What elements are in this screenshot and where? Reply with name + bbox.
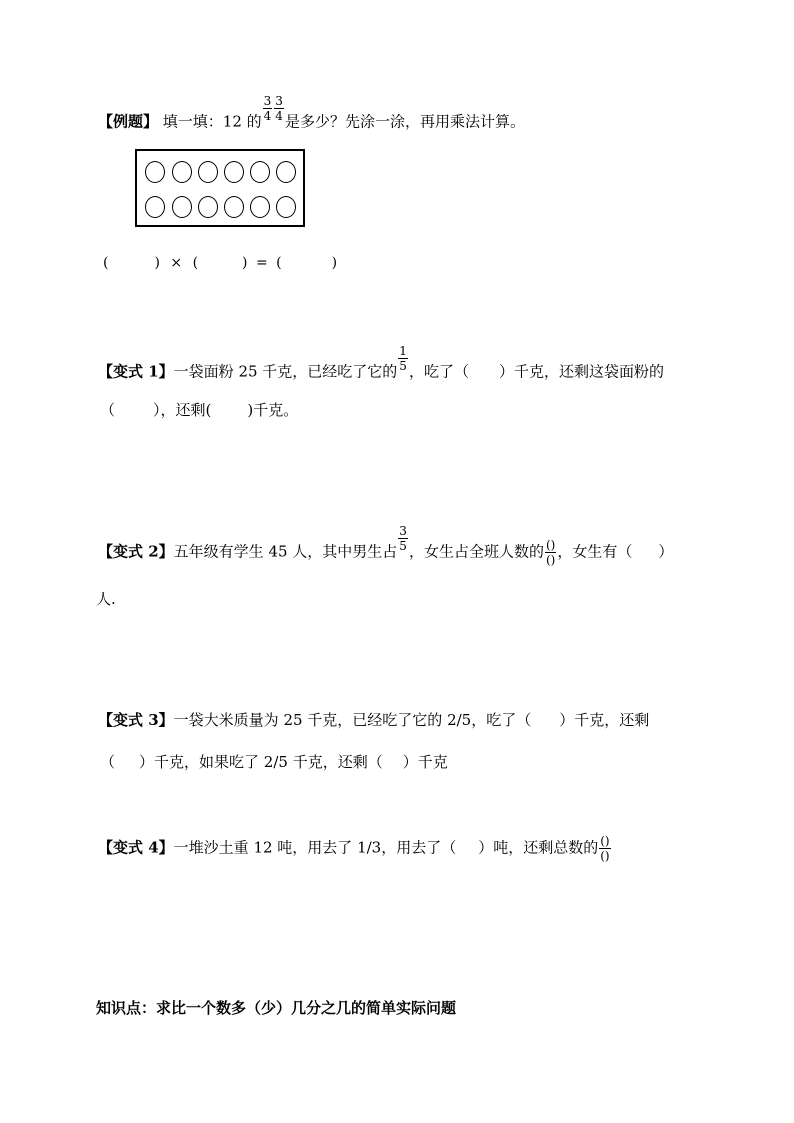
circle-shape[interactable] <box>224 161 244 183</box>
fraction-blank[interactable]: $\frac{()}{()}$ <box>545 538 556 567</box>
variant-3-label: 【变式 3】 <box>98 711 174 729</box>
multiplication-formula: ( ) × ( ) = ( ) <box>103 255 338 271</box>
circle-shape[interactable] <box>172 196 192 218</box>
example-text2: 是多少？先涂一涂，再用乘法计算。 <box>284 112 525 131</box>
circle-grid-box <box>135 149 305 227</box>
variant-1-line1: 【变式 1】一袋面粉 25 千克，已经吃了它的 $\frac{1}{5}$ ，吃了（ ）千克，还剩这袋面粉的 <box>98 344 664 381</box>
variant-2-line1: 【变式 2】五年级有学生 45 人，其中男生占 $\frac{3}{5}$ ，女生占全班人数的 $\frac{()}{()}$ ，女生有（ ） <box>98 524 674 567</box>
knowledge-label: 知识点： <box>96 999 157 1017</box>
fraction-blank[interactable]: $\frac{()}{()}$ <box>600 834 610 863</box>
example-label: 【例题】 <box>98 112 159 131</box>
circle-shape[interactable] <box>276 196 296 218</box>
circle-shape[interactable] <box>145 161 165 183</box>
circle-shape[interactable] <box>276 161 296 183</box>
circle-shape[interactable] <box>198 196 218 218</box>
variant-1-line2: （ ），还剩( )千克。 <box>100 401 299 419</box>
knowledge-point <box>96 998 456 1018</box>
fraction-three-quarters-a: $\frac{3}{4}$ <box>263 94 272 123</box>
example-line <box>98 94 525 137</box>
variant-1-label: 【变式 1】 <box>98 362 174 381</box>
example-text1: 填一填：12 的 <box>162 112 262 131</box>
variant-3-line2: （ ）千克，如果吃了 2/5 千克，还剩（ ）千克 <box>100 753 448 771</box>
fraction-three-quarters-b: $\frac{3}{4}$ <box>275 94 283 123</box>
variant-4-line1: 【变式 4】一堆沙土重 12 吨，用去了 1/3，用去了（ ）吨，还剩总数的 $\frac{()}{()}$ <box>98 834 610 863</box>
knowledge-text: 求比一个数多（少）几分之几的简单实际问题 <box>156 999 457 1017</box>
variant-2-label: 【变式 2】 <box>98 542 174 561</box>
circle-shape[interactable] <box>250 196 270 218</box>
circle-shape[interactable] <box>198 161 218 183</box>
variant-2-line2: 人. <box>96 590 116 608</box>
circle-shape[interactable] <box>250 161 270 183</box>
variant-3-line1: 【变式 3】一袋大米质量为 25 千克，已经吃了它的 2/5，吃了（ ）千克，还剩 <box>98 711 650 729</box>
circle-shape[interactable] <box>172 161 192 183</box>
circle-shape[interactable] <box>145 196 165 218</box>
fraction-one-fifth: $\frac{1}{5}$ <box>399 344 407 373</box>
variant-4-label: 【变式 4】 <box>98 838 174 857</box>
circle-shape[interactable] <box>224 196 244 218</box>
fraction-three-fifths: $\frac{3}{5}$ <box>399 524 407 553</box>
